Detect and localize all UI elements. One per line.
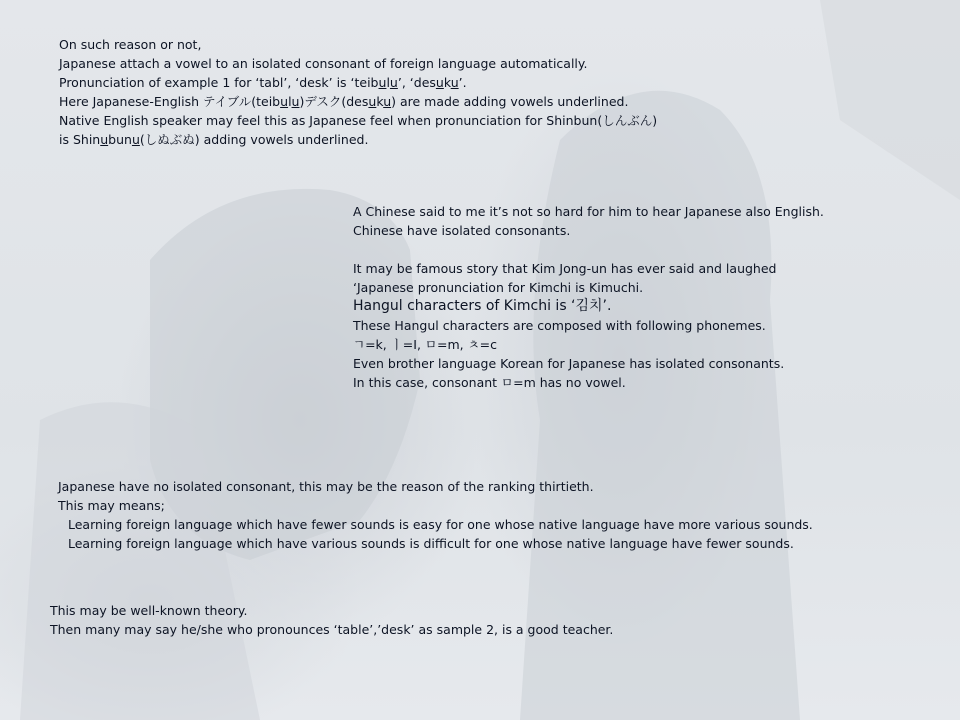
text-line: These Hangul characters are composed with following phonemes. [353,318,766,333]
conclusion-paragraph [58,477,813,553]
text-line: Japanese have no isolated consonant, this may be the reason of the ranking thirtieth. [58,479,594,494]
text-line: Learning foreign language which have various sounds is difficult for one whose native language have fewer sounds. [68,536,794,551]
text-line: Then many may say he/she who pronounces ‘table’,’desk’ as sample 2, is a good teacher. [50,622,614,637]
text-line: Here Japanese-English テイブル(teibulu)デスク(desuku) are made adding vowels underlined. [59,94,629,109]
text-line: Pronunciation of example 1 for ‘tabl’, ‘desk’ is ‘teibulu’, ‘desuku’. [59,75,467,90]
text-line: Japanese attach a vowel to an isolated consonant of foreign language automatically. [59,56,588,71]
text-line: is Shinubunu(しぬぶぬ) adding vowels underlined. [59,132,369,147]
text-line: On such reason or not, [59,37,202,52]
text-line: ‘Japanese pronunciation for Kimchi is Kimuchi. [353,280,644,295]
text-line: Chinese have isolated consonants. [353,223,571,238]
intro-paragraph [59,35,657,149]
text-line: ㄱ=k, ㅣ=I, ㅁ=m, ㅊ=c [353,337,498,352]
text-line: Even brother language Korean for Japanese has isolated consonants. [353,356,785,371]
text-line: Native English speaker may feel this as Japanese feel when pronunciation for Shinbun(しんぶん) [59,113,658,128]
text-line: It may be famous story that Kim Jong-un has ever said and laughed [353,261,777,276]
text-line: A Chinese said to me it’s not so hard for him to hear Japanese also English. [353,204,824,219]
spacer [353,240,824,259]
text-line: Learning foreign language which have fewer sounds is easy for one whose native language have more various sounds. [68,517,813,532]
text-line: This may means; [58,498,165,513]
text-line: Hangul characters of Kimchi is ‘김치’. [353,298,612,314]
text-line: This may be well-known theory. [50,603,248,618]
chinese-korean-paragraph [353,202,824,392]
theory-paragraph [50,601,613,639]
text-line: In this case, consonant ㅁ=m has no vowel. [353,375,626,390]
